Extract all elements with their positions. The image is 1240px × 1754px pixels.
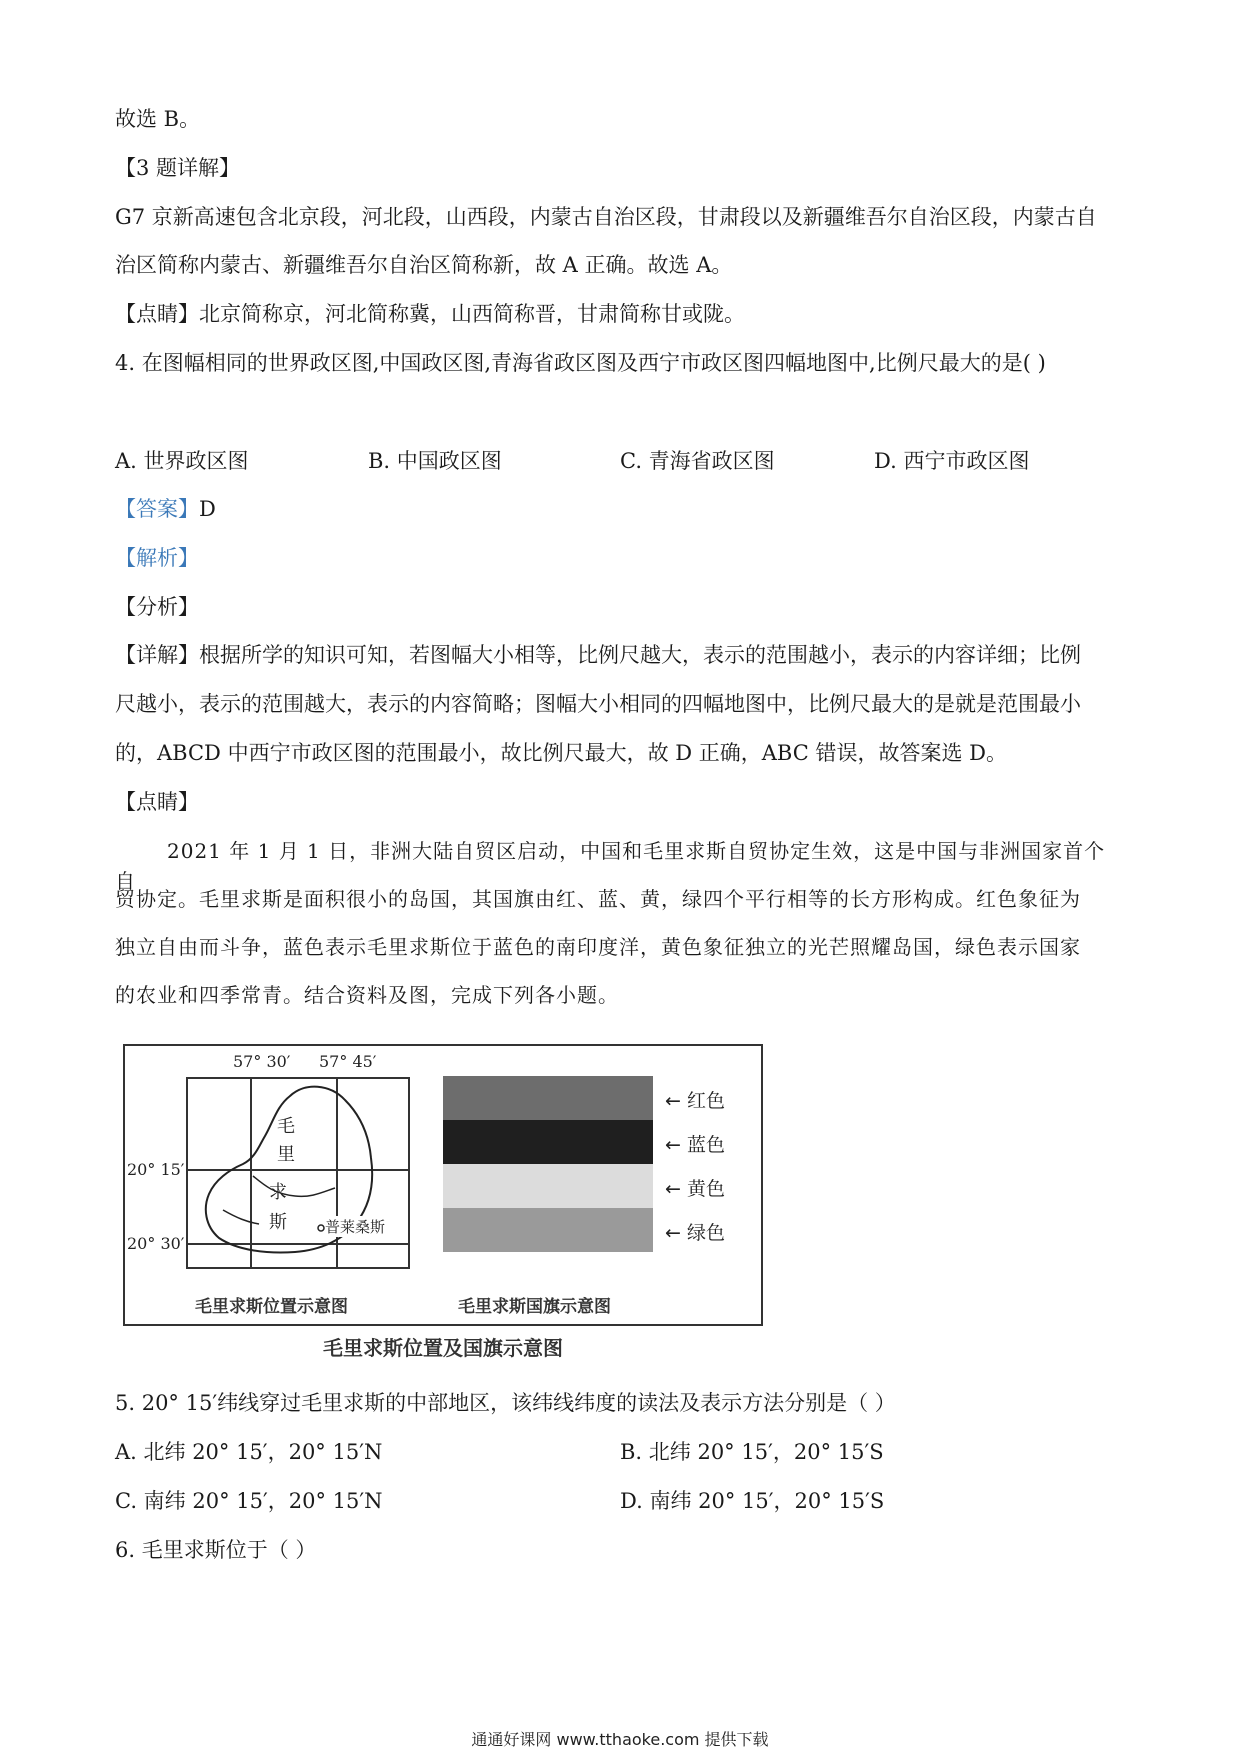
q4-option-c: C. 青海省政区图 bbox=[620, 449, 775, 473]
map-char: 里 bbox=[277, 1144, 295, 1165]
arrow-left-icon: ← bbox=[665, 1134, 681, 1156]
stripe-label-red: ← 红色 bbox=[665, 1090, 725, 1112]
question-4-stem: 4. 在图幅相同的世界政区图,中国政区图,青海省政区图及西宁市政区图四幅地图中,比例尺最大的是( ) bbox=[115, 351, 1046, 375]
section-heading: 【3 题详解】 bbox=[115, 156, 241, 180]
stripe-label-green: ← 绿色 bbox=[665, 1222, 725, 1244]
map-char: 求 bbox=[269, 1182, 287, 1203]
flag-stripe-blue bbox=[443, 1120, 653, 1164]
answer-label: 【答案】 bbox=[115, 497, 199, 521]
flag-stripe-red bbox=[443, 1076, 653, 1120]
text-line: 【点睛】北京简称京，河北简称冀，山西简称晋，甘肃简称甘或陇。 bbox=[115, 302, 745, 326]
flag-stripe-yellow bbox=[443, 1164, 653, 1208]
latitude-label: 20° 15′ bbox=[127, 1160, 185, 1179]
q5-option-b: B. 北纬 20° 15′，20° 15′S bbox=[620, 1440, 884, 1464]
longitude-label: 57° 30′ bbox=[233, 1052, 291, 1071]
text-line: 治区简称内蒙古、新疆维吾尔自治区简称新，故 A 正确。故选 A。 bbox=[115, 253, 733, 277]
capital-label: 普莱桑斯 bbox=[325, 1218, 386, 1236]
arrow-left-icon: ← bbox=[665, 1090, 681, 1112]
question-6-stem: 6. 毛里求斯位于（ ） bbox=[115, 1538, 317, 1562]
dianjing-label: 【点睛】 bbox=[115, 790, 199, 814]
passage-line: 2021 年 1 月 1 日，非洲大陆自贸区启动，中国和毛里求斯自贸协定生效，这是中国与非洲国家首个自 bbox=[115, 839, 1106, 893]
passage-line: 的农业和四季常青。结合资料及图，完成下列各小题。 bbox=[115, 983, 619, 1007]
river-line bbox=[253, 1176, 335, 1196]
q5-option-d: D. 南纬 20° 15′，20° 15′S bbox=[620, 1489, 885, 1513]
mauritius-figure bbox=[123, 1044, 763, 1326]
arrow-left-icon: ← bbox=[665, 1222, 681, 1244]
page-footer: 通通好课网 www.tthaoke.com 提供下载 bbox=[471, 1730, 769, 1749]
text-line: G7 京新高速包含北京段，河北段，山西段，内蒙古自治区段，甘肃段以及新疆维吾尔自治区段，内蒙古自 bbox=[115, 205, 1097, 229]
answer-value: D bbox=[199, 497, 216, 521]
passage-line: 独立自由而斗争，蓝色表示毛里求斯位于蓝色的南印度洋，黄色象征独立的光芒照耀岛国，绿色表示国家 bbox=[115, 935, 1081, 959]
flag-stripe-green bbox=[443, 1208, 653, 1252]
passage-line: 贸协定。毛里求斯是面积很小的岛国，其国旗由红、蓝、黄，绿四个平行相等的长方形构成。红色象征为 bbox=[115, 887, 1081, 911]
fenxi-label: 【分析】 bbox=[115, 595, 199, 619]
figure-caption: 毛里求斯位置及国旗示意图 bbox=[323, 1336, 563, 1360]
map-char: 斯 bbox=[269, 1212, 287, 1233]
q4-option-d: D. 西宁市政区图 bbox=[874, 449, 1030, 473]
q5-option-a: A. 北纬 20° 15′，20° 15′N bbox=[115, 1440, 383, 1464]
analysis-label: 【解析】 bbox=[115, 546, 199, 570]
river-line bbox=[223, 1210, 259, 1224]
answer-line bbox=[115, 494, 216, 524]
map-caption: 毛里求斯位置示意图 bbox=[195, 1297, 348, 1317]
flag-caption: 毛里求斯国旗示意图 bbox=[458, 1297, 611, 1317]
q4-option-a: A. 世界政区图 bbox=[115, 449, 249, 473]
arrow-left-icon: ← bbox=[665, 1178, 681, 1200]
question-5-stem: 5. 20° 15′纬线穿过毛里求斯的中部地区，该纬线纬度的读法及表示方法分别是（ ） bbox=[115, 1391, 896, 1415]
detail-line: 的，ABCD 中西宁市政区图的范围最小，故比例尺最大，故 D 正确，ABC 错误，故答案选 D。 bbox=[115, 741, 1007, 765]
text-line: 故选 B。 bbox=[115, 107, 201, 131]
stripe-label-blue: ← 蓝色 bbox=[665, 1134, 725, 1156]
q4-option-b: B. 中国政区图 bbox=[368, 449, 502, 473]
stripe-label-yellow: ← 黄色 bbox=[665, 1178, 725, 1200]
detail-line: 尺越小，表示的范围越大，表示的内容简略；图幅大小相同的四幅地图中，比例尺最大的是就是范围最小 bbox=[115, 692, 1081, 716]
longitude-label: 57° 45′ bbox=[319, 1052, 377, 1071]
capital-marker bbox=[318, 1225, 324, 1231]
q5-option-c: C. 南纬 20° 15′，20° 15′N bbox=[115, 1489, 383, 1513]
latitude-label: 20° 30′ bbox=[127, 1234, 185, 1253]
map-char: 毛 bbox=[277, 1116, 295, 1137]
detail-line: 【详解】根据所学的知识可知，若图幅大小相等，比例尺越大，表示的范围越小，表示的内容详细；比例 bbox=[115, 643, 1081, 667]
